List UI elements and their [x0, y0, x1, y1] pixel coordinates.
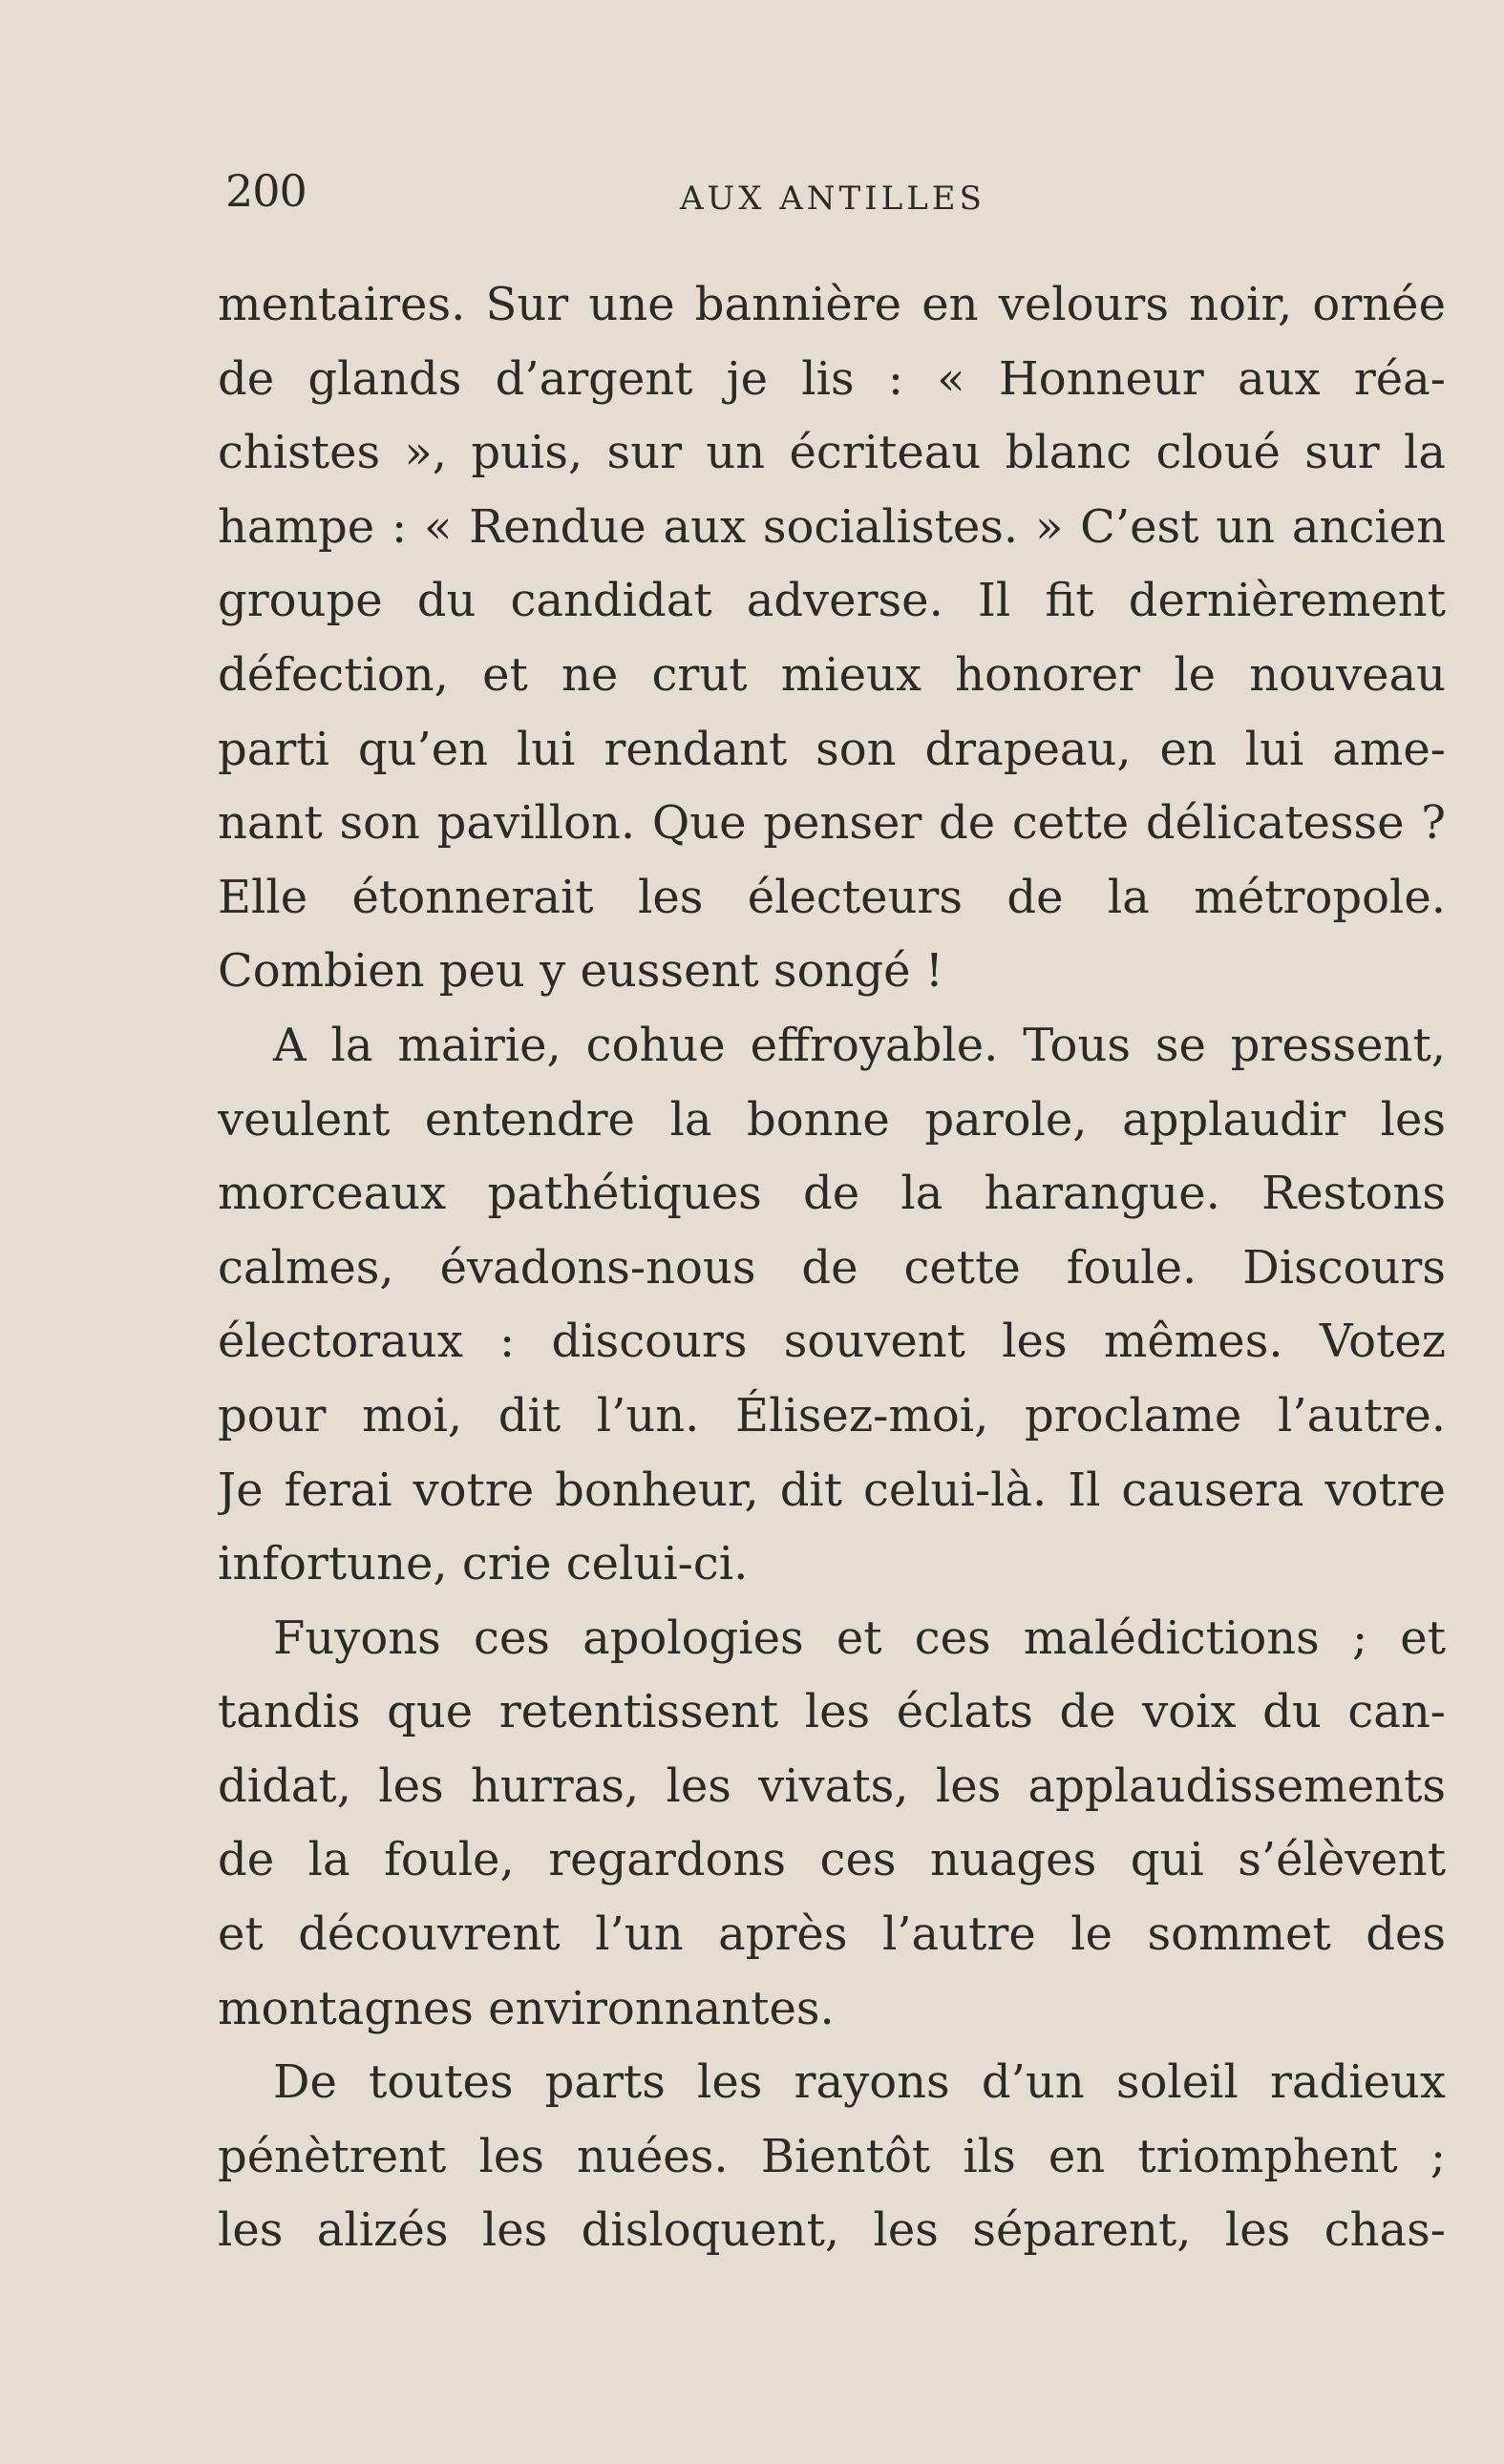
text-line: mentaires. Sur une bannière en velours noir, ornée — [218, 278, 1446, 331]
text-line: chistes », puis, sur un écriteau blanc cloué sur la — [218, 426, 1446, 480]
text-line: les alizés les disloquent, les séparent, les chas- — [218, 2203, 1446, 2258]
text-line: pénètrent les nuées. Bientôt ils en triomphent ; — [218, 2129, 1446, 2183]
text-line: Elle étonnerait les électeurs de la métropole. — [218, 870, 1446, 924]
text-line: didat, les hurras, les vivats, les applaudissements — [218, 1758, 1446, 1813]
text-line: calmes, évadons-nous de cette foule. Discours — [218, 1240, 1446, 1295]
text-line: parti qu’en lui rendant son drapeau, en lui ame- — [218, 722, 1446, 776]
text-line: défection, et ne crut mieux honorer le nouveau — [218, 647, 1446, 702]
text-line: infortune, crie celui-ci. — [218, 1537, 749, 1591]
text-line: veulent entendre la bonne parole, applaudir les — [218, 1092, 1446, 1147]
text-line: morceaux pathétiques de la harangue. Restons — [218, 1167, 1446, 1221]
text-line: nant son pavillon. Que penser de cette délicatesse ? — [218, 796, 1446, 851]
text-line: Je ferai votre bonheur, dit celui-là. Il causera votre — [218, 1463, 1446, 1517]
text-line: Combien peu y eussent songé ! — [218, 944, 944, 999]
text-line: Fuyons ces apologies et ces malédictions ; et — [273, 1611, 1446, 1665]
text-line: tandis que retentissent les éclats de voix du can- — [218, 1685, 1446, 1739]
text-line: groupe du candidat adverse. Il fit dernièrement — [218, 574, 1446, 628]
body-text — [218, 268, 1446, 2268]
text-line: de la foule, regardons ces nuages qui s’élèvent — [218, 1833, 1446, 1887]
text-line: De toutes parts les rayons d’un soleil radieux — [273, 2055, 1446, 2110]
text-line: électoraux : discours souvent les mêmes. Votez — [218, 1315, 1446, 1369]
text-line: hampe : « Rendue aux socialistes. » C’est un ancien — [218, 499, 1446, 554]
text-line: pour moi, dit l’un. Élisez-moi, proclame l’autre. — [218, 1388, 1446, 1443]
text-line: de glands d’argent je lis : « Honneur aux réa- — [218, 351, 1446, 406]
text-line: et découvrent l’un après l’autre le sommet des — [218, 1907, 1446, 1962]
text-line: A la mairie, cohue effroyable. Tous se pressent, — [273, 1018, 1446, 1072]
text-line: montagnes environnantes. — [218, 1981, 835, 2035]
running-title: AUX ANTILLES — [680, 179, 985, 218]
page-number: 200 — [225, 165, 307, 217]
page-header — [225, 162, 1438, 220]
